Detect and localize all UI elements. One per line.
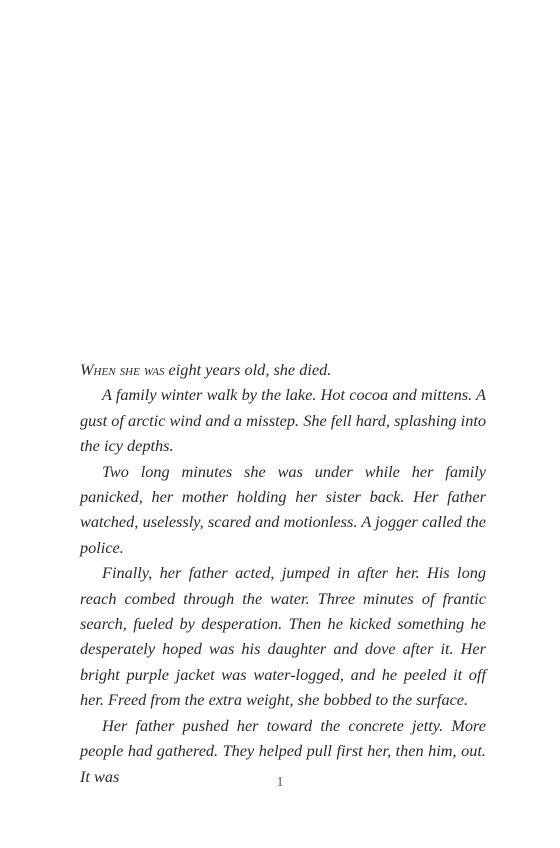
paragraph: Two long minutes she was under while her family panicked, her mother holding her sister back. Her father watched, uselessly, scared and motionless. A jogger called the police. [80, 461, 486, 557]
paragraph: Finally, her father acted, jumped in after her. His long reach combed through the water. Three minutes of frantic search, fueled by desperation. Then he kicked something he desperately hoped was his daughter and dove after it. Her bright purple jacket was water-logged, and he peeled it off her. Freed from the extra weight, she bobbed to the surface. [80, 563, 486, 710]
paragraph: A family winter walk by the lake. Hot cocoa and mittens. A gust of arctic wind and a misstep. She fell hard, splashing into the icy depths. [80, 385, 486, 456]
opening-paragraph [80, 357, 486, 382]
body-text [80, 357, 486, 789]
paragraph: Her father pushed her toward the concrete jetty. More people had gathered. They helped pull first her, then him, out. It was [80, 715, 486, 786]
page-number: 1 [276, 775, 284, 790]
opening-sentence: eight years old, she died. [164, 360, 332, 379]
small-caps-lead-in: When she was [80, 360, 165, 379]
